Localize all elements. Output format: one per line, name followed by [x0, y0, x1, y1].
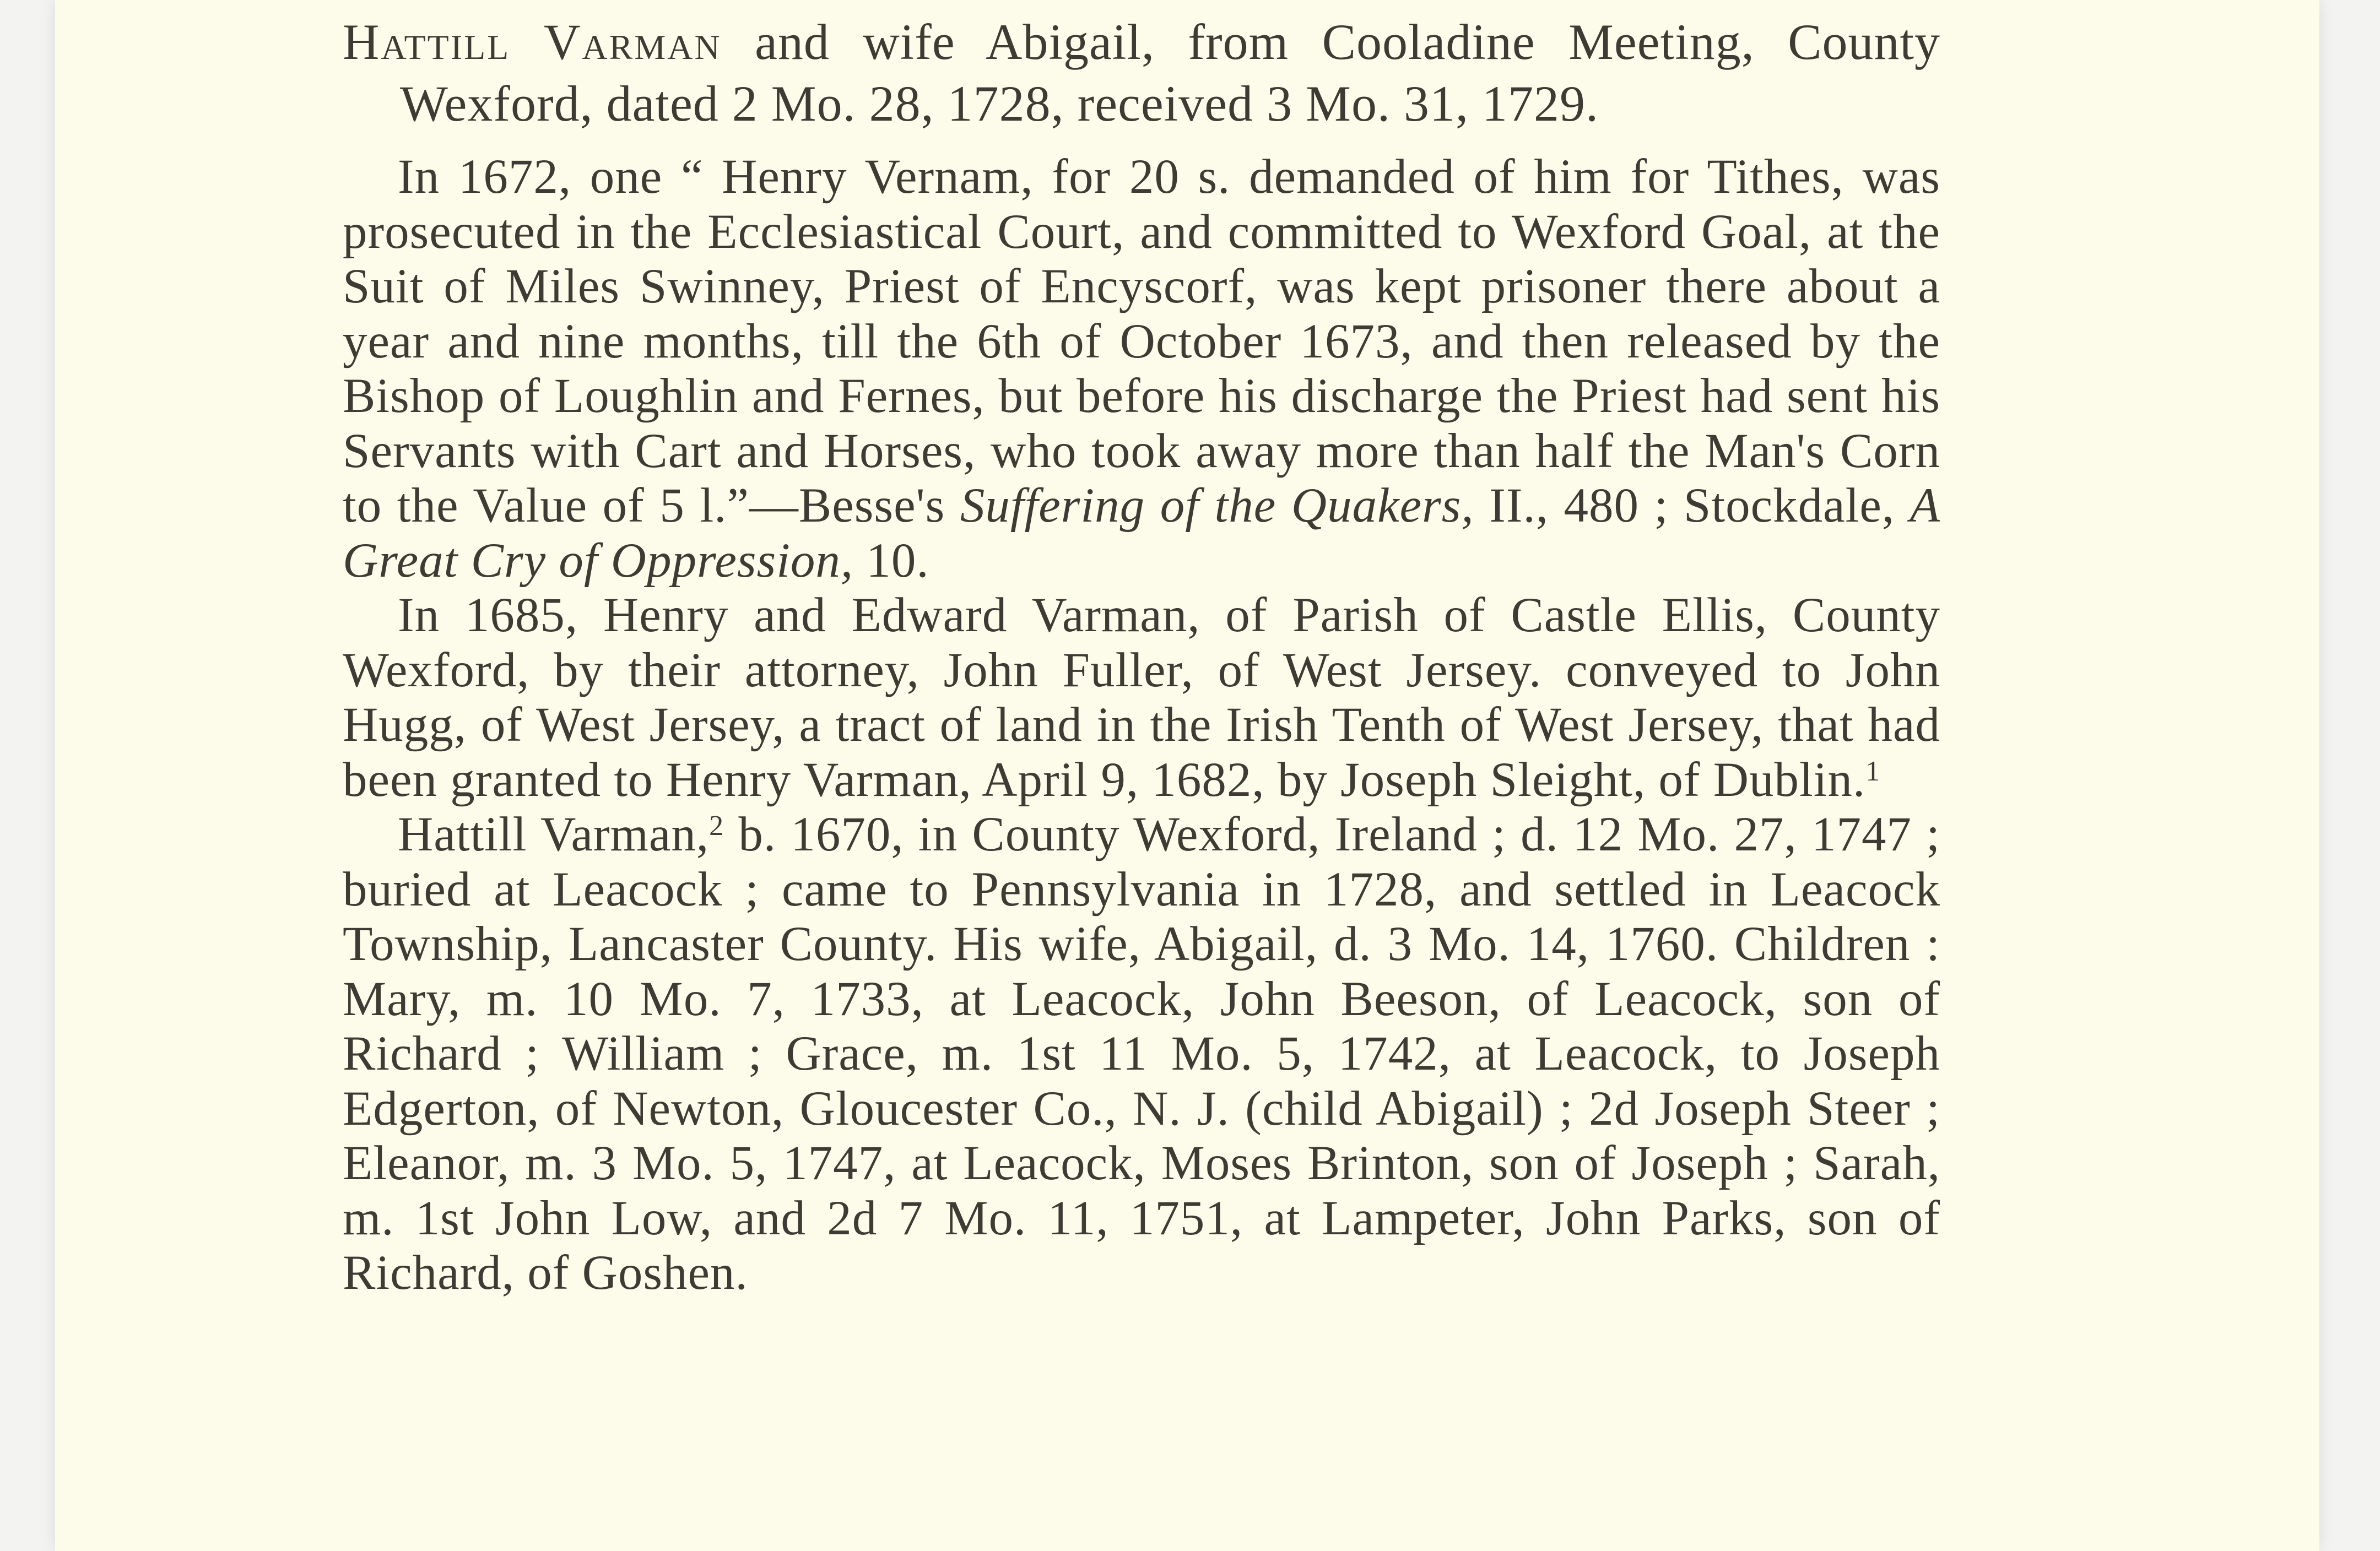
- paragraph-land-deed: [343, 588, 1940, 807]
- entry-name: Hattill Varman: [343, 14, 722, 70]
- tithes-quote: In 1672, one “ Henry Vernam, for 20 s. demanded of him for Tithes, was prosecuted in the Ecclesiastical Court, and committed to Wexford Goal, at the Suit of Miles Swinney, Priest of Encyscorf, was kept prisoner there about a year and nine months, till the 6th of October 1673, and then released by the Bishop of Loughlin and Fernes, but before his discharge the Priest had sent his Servants with Cart and Horses, who took away more than half the Man's Corn to the Value of 5 l.”—Besse's: [343, 150, 1940, 533]
- citation-volume: II., 480 ; Stockdale,: [1489, 479, 1895, 533]
- certificate-entry-heading: [343, 0, 1940, 134]
- family-name: Hattill Varman,: [398, 807, 710, 861]
- entry-details: and wife Abigail, from Cooladine Meeting, County Wexford, dated 2 Mo. 28, 1728, received 3 Mo. 31, 1729.: [400, 14, 1941, 132]
- page-text: [343, 0, 1940, 1301]
- paragraph-family: [343, 807, 1940, 1301]
- footnote-marker-1: 1: [1865, 755, 1881, 787]
- land-deed-text: In 1685, Henry and Edward Varman, of Parish of Castle Ellis, County Wexford, by their attorney, John Fuller, of West Jersey. conveyed to John Hugg, of West Jersey, a tract of land in the Irish Tenth of West Jersey, that had been granted to Henry Varman, April 9, 1682, by Joseph Sleight, of Dublin.: [343, 588, 1940, 807]
- citation-page: 10.: [866, 533, 929, 588]
- paragraph-tithes: [343, 150, 1940, 588]
- footnote-marker-2: 2: [709, 810, 724, 842]
- family-details: b. 1670, in County Wexford, Ireland ; d. 12 Mo. 27, 1747 ; buried at Leacock ; came to Pennsylvania in 1728, and settled in Leacock Township, Lancaster County. His wife, Abigail, d. 3 Mo. 14, 1760. Children : Mary, m. 10 Mo. 7, 1733, at Leacock, John Beeson, of Leacock, son of Richard ; William ; Grace, m. 1st 11 Mo. 5, 1742, at Leacock, to Joseph Edgerton, of Newton, Gloucester Co., N. J. (child Abigail) ; 2d Joseph Steer ; Eleanor, m. 3 Mo. 5, 1747, at Leacock, Moses Brinton, son of Joseph ; Sarah, m. 1st John Low, and 2d 7 Mo. 11, 1751, at Lampeter, John Parks, son of Richard, of Goshen.: [343, 807, 1940, 1300]
- book-page: [55, 0, 2319, 1551]
- book-title-great-cry: A Great Cry of Oppression,: [343, 479, 1941, 588]
- book-title-sufferings: Suffering of the Quakers,: [960, 479, 1474, 533]
